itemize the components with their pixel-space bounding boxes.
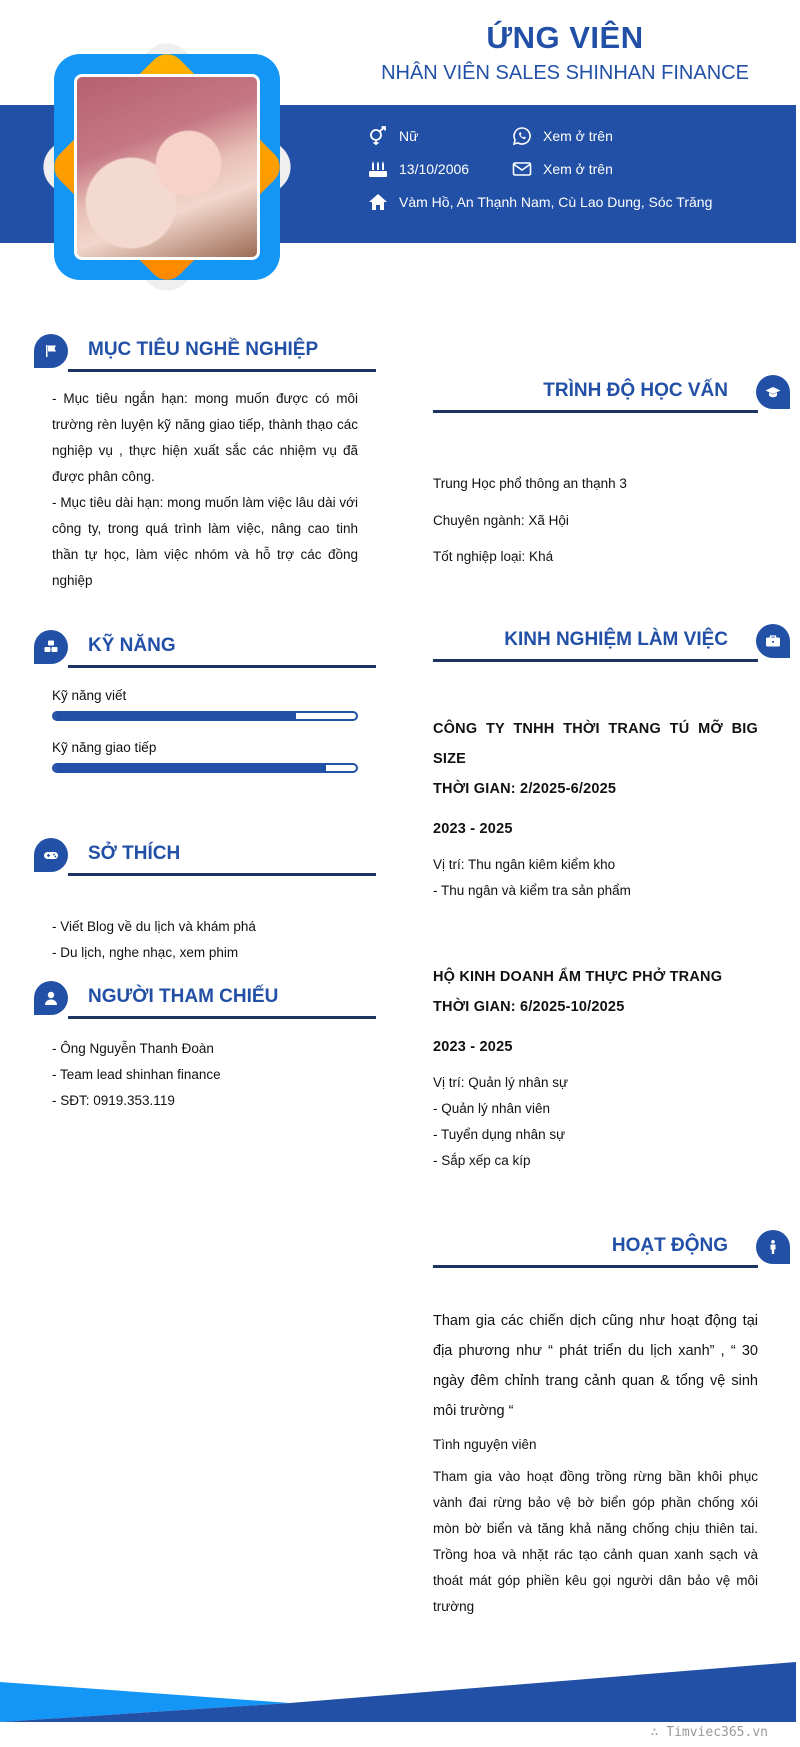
section-education [433,375,758,570]
job-line: Vị trí: Thu ngân kiêm kiểm kho [433,857,616,872]
job-company: HỘ KINH DOANH ẨM THỰC PHỞ TRANG [433,969,723,985]
job-line: - Quản lý nhân viên [433,1101,551,1116]
reference-item: - Ông Nguyễn Thanh Đoàn [52,1041,214,1056]
section-header [433,1230,758,1268]
hobby-item: - Du lịch, nghe nhạc, xem phim [52,945,239,960]
skill-label: Kỹ năng viết [52,688,127,703]
reference-item: - SĐT: 0919.353.119 [52,1093,175,1108]
reference-item: - Team lead shinhan finance [52,1067,221,1082]
section-title: NGƯỜI THAM CHIẾU [88,986,279,1007]
education-major: Chuyên ngành: Xã Hội [433,513,569,528]
info-gender [368,126,418,146]
job-time: THỜI GIAN: 6/2025-10/2025 [433,999,625,1015]
page-title: ỨNG VIÊN [486,20,644,55]
section-header [34,981,376,1019]
skill-bar [52,711,358,721]
divider [68,873,376,876]
divider [433,659,758,662]
info-phone [512,126,613,146]
footer-decor [0,1660,796,1722]
section-title: KINH NGHIỆM LÀM VIỆC [504,629,728,650]
objective-long-term: - Mục tiêu dài hạn: mong muốn làm việc lâu dài với công ty, trong quá trình làm việc, nâng cao tinh thần tự học, làm việc nhóm và hỗ trợ các đồng nghiệp [52,495,358,588]
job-line: Vị trí: Quản lý nhân sự [433,1075,569,1090]
activity-intro: Tham gia các chiến dịch cũng như hoạt động tại địa phương như “ phát triển du lịch xanh” , “ 30 ngày đêm chỉnh trang cảnh quan & tổng vệ sinh môi trường “ [433,1313,758,1419]
avatar-frame [26,26,308,308]
skill-bar-fill [54,765,326,771]
job-entry [433,904,758,1174]
user-icon [34,981,68,1015]
gamepad-icon [34,838,68,872]
section-title: KỸ NĂNG [88,635,176,656]
whatsapp-icon [512,126,532,146]
section-references [34,981,376,1114]
education-grade: Tốt nghiệp loại: Khá [433,549,554,564]
skill-label: Kỹ năng giao tiếp [52,740,157,755]
section-title: TRÌNH ĐỘ HỌC VẤN [543,380,728,401]
info-birthdate [368,159,469,179]
watermark: ∴ Timviec365.vn [650,1725,768,1740]
section-title: SỞ THÍCH [88,843,181,864]
birthdate-value: 13/10/2006 [399,161,470,177]
gender-icon [368,126,388,146]
divider [68,1016,376,1019]
info-address [368,192,712,212]
section-title: MỤC TIÊU NGHỀ NGHIỆP [88,339,319,360]
briefcase-icon [756,624,790,658]
section-activities [433,1230,758,1620]
hobby-item: - Viết Blog về du lịch và khám phá [52,919,256,934]
section-skills [34,630,376,773]
section-experience [433,624,758,1174]
graduation-cap-icon [756,375,790,409]
envelope-icon [512,159,532,179]
section-header [34,630,376,668]
home-icon [368,192,388,212]
skill-bar [52,763,358,773]
job-time: THỜI GIAN: 2/2025-6/2025 [433,781,617,797]
phone-value: Xem ở trên [543,128,613,144]
gender-value: Nữ [399,128,419,144]
section-objective [34,334,376,594]
section-title: HOẠT ĐỘNG [611,1235,728,1256]
divider [68,665,376,668]
education-school: Trung Học phổ thông an thạnh 3 [433,476,627,491]
job-line: - Sắp xếp ca kíp [433,1153,531,1168]
activity-role: Tình nguyện viên [433,1437,537,1452]
divider [68,369,376,372]
cake-icon [368,159,388,179]
cubes-icon [34,630,68,664]
info-email [512,159,613,179]
email-value: Xem ở trên [543,161,613,177]
objective-short-term: - Mục tiêu ngắn hạn: mong muốn được có môi trường rèn luyện kỹ năng giao tiếp, thành thạo các nghiệp vụ , thực hiện xuất sắc các nhiệm vụ đã được phân công. [52,391,358,484]
section-header [433,375,758,413]
section-header [34,334,376,372]
job-line: - Thu ngân và kiểm tra sản phẩm [433,883,631,898]
flag-icon [34,334,68,368]
person-icon [756,1230,790,1264]
section-header [34,838,376,876]
divider [433,1265,758,1268]
address-value: Vàm Hồ, An Thạnh Nam, Cù Lao Dung, Sóc Trăng [399,194,713,210]
job-entry [433,662,758,904]
divider [433,410,758,413]
skill-bar-fill [54,713,296,719]
section-hobbies [34,838,376,966]
job-company: CÔNG TY TNHH THỜI TRANG TÚ MỠ BIG SIZE [433,721,758,767]
job-years: 2023 - 2025 [433,821,513,837]
section-header [433,624,758,662]
avatar [74,74,260,260]
job-years: 2023 - 2025 [433,1039,513,1055]
job-line: - Tuyển dụng nhân sự [433,1127,566,1142]
activity-detail: Tham gia vào hoạt đồng trồng rừng bần khôi phục vành đai rừng bảo vệ bờ biển góp phần chống xói mòn bờ biển và tăng khả năng chống chịu thiên tai. Trồng hoa và nhặt rác tạo cảnh quan xanh sạch và thoát mát góp phiền kêu gọi người dân bảo vệ môi trường [433,1469,758,1614]
job-title: NHÂN VIÊN SALES SHINHAN FINANCE [381,62,749,84]
